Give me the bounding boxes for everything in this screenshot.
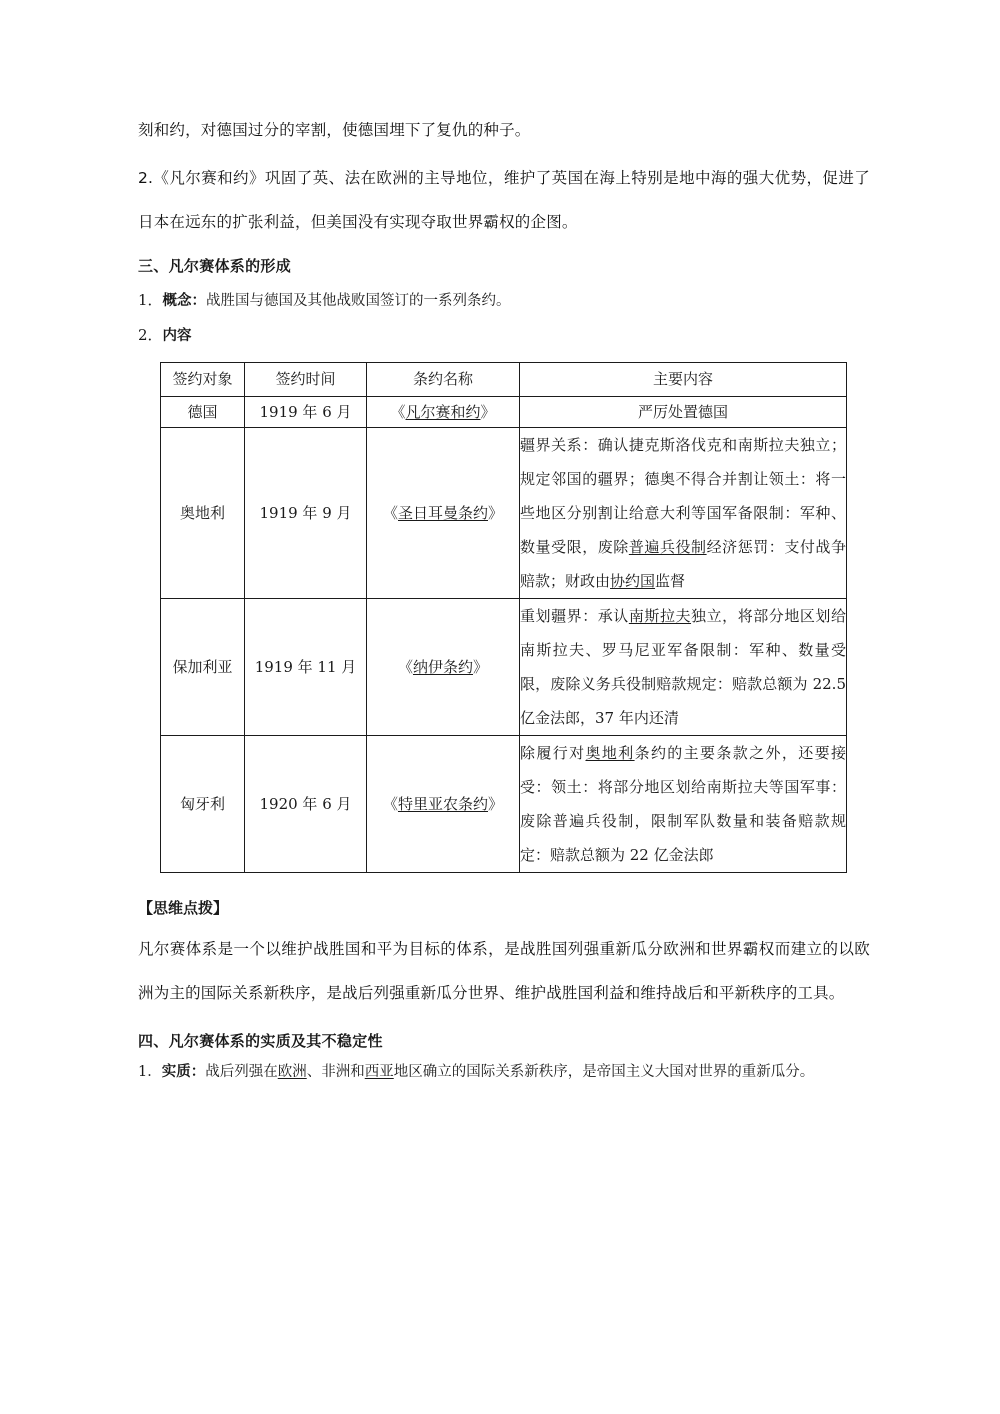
- treaty-name-underlined: 凡尔赛和约: [405, 403, 481, 421]
- text-run: 严厉处置德国: [637, 403, 728, 421]
- section-four: [138, 1025, 870, 1086]
- treaty-table-body: [161, 397, 847, 873]
- section-three-heading: 三、凡尔赛体系的形成: [138, 257, 292, 275]
- table-header-party: 签约对象: [161, 363, 245, 397]
- text-run: 地区确立的国际关系新秩序，是帝国主义大国对世界的重新瓜分。: [393, 1064, 815, 1080]
- table-header-main-content: 主要内容: [520, 363, 847, 397]
- bracket-close: 》: [488, 504, 504, 522]
- section-three-item-1-text: 战胜国与德国及其他战败国签订的一系列条约。: [206, 293, 511, 309]
- text-run: 、非洲和: [306, 1064, 365, 1080]
- bracket-open: 《: [397, 658, 413, 676]
- underlined-term: 奥地利: [585, 744, 635, 762]
- section-three-item-1-label: 概念: [162, 293, 192, 309]
- underlined-term: 南斯拉夫: [628, 607, 692, 625]
- bracket-close: 》: [488, 795, 504, 813]
- section-three-item-1: [138, 284, 870, 317]
- table-header-row: [161, 363, 847, 397]
- text-run: 监督: [655, 572, 686, 590]
- bracket-open: 《: [382, 795, 398, 813]
- underlined-term: 协约国: [610, 572, 656, 590]
- cell-treaty-name: [367, 599, 520, 736]
- text-run: 条约的主要条款之外，还要接受：领土：将部分地区划给南斯拉夫等国军事：废除普遍兵役制，限制军队数量和装备赔款规定：赔款总额为 22 亿金法郎: [520, 744, 846, 864]
- cell-party: 奥地利: [161, 428, 245, 599]
- section-four-item-1-separator: ：: [190, 1064, 206, 1080]
- cell-date: 1920 年 6 月: [245, 736, 367, 873]
- cell-party: 德国: [161, 397, 245, 428]
- paragraph-intro-2: 2.《凡尔赛和约》巩固了英、法在欧洲的主导地位，维护了英国在海上特别是地中海的强大优势，促进了日本在远东的扩张利益，但美国没有实现夺取世界霸权的企图。: [138, 169, 870, 231]
- section-four-item-1: [138, 1059, 870, 1086]
- table-header-treaty-name: 条约名称: [367, 363, 520, 397]
- cell-main-content: [520, 599, 847, 736]
- cell-date: 1919 年 11 月: [245, 599, 367, 736]
- paragraph-intro-1: 刻和约，对德国过分的宰割，使德国埋下了复仇的种子。: [138, 121, 531, 139]
- table-row: [161, 428, 847, 599]
- section-three-item-2: [138, 319, 870, 352]
- treaty-name-underlined: 纳伊条约: [412, 658, 473, 676]
- bracket-close: 》: [473, 658, 489, 676]
- text-run: 疆界关系：确认捷克斯洛伐克和南斯拉夫独立；规定邻国的疆界；德奥不得合并割让领土：将一些地区分别割让给意大利等国军备限制：军种、数量受限，废除: [520, 436, 846, 556]
- tip-body: 凡尔赛体系是一个以维护战胜国和平为目标的体系，是战胜国列强重新瓜分欧洲和世界霸权而建立的以欧洲为主的国际关系新秩序，是战后列强重新瓜分世界、维护战胜国利益和维持战后和平新秩序的工具。: [138, 940, 870, 1002]
- section-three-item-2-label: 内容: [162, 328, 192, 344]
- section-three-item-2-number: 2．: [138, 326, 163, 344]
- section-three-item-1-separator: ：: [191, 293, 207, 309]
- cell-party: 匈牙利: [161, 736, 245, 873]
- cell-date: 1919 年 9 月: [245, 428, 367, 599]
- section-four-item-1-text: [205, 1064, 814, 1080]
- underlined-term: 普遍兵役制: [628, 538, 707, 556]
- table-header-date: 签约时间: [245, 363, 367, 397]
- table-row: [161, 736, 847, 873]
- table-row: [161, 599, 847, 736]
- bracket-open: 《: [390, 403, 406, 421]
- cell-treaty-name: [367, 397, 520, 428]
- cell-date: 1919 年 6 月: [245, 397, 367, 428]
- section-four-item-1-label: 实质: [161, 1064, 191, 1080]
- cell-main-content: [520, 736, 847, 873]
- text-run: 战后列强在: [205, 1064, 278, 1080]
- treaty-name-underlined: 圣日耳曼条约: [397, 504, 488, 522]
- section-four-heading: 四、凡尔赛体系的实质及其不稳定性: [138, 1032, 383, 1050]
- text-run: 重划疆界：承认: [520, 607, 629, 625]
- text-run: 经济惩罚：支付战争赔款；财政由: [520, 538, 846, 590]
- cell-treaty-name: [367, 736, 520, 873]
- underlined-term: 西亚: [364, 1064, 394, 1080]
- table-row: [161, 397, 847, 428]
- cell-main-content: [520, 428, 847, 599]
- section-four-item-1-number: 1．: [138, 1064, 162, 1080]
- bracket-close: 》: [480, 403, 496, 421]
- treaty-table: [160, 362, 847, 873]
- text-run: 独立，将部分地区划给南斯拉夫、罗马尼亚军备限制：军种、数量受限，废除义务兵役制赔款规定：赔款总额为 22.5 亿金法郎，37 年内还清: [520, 607, 846, 727]
- cell-main-content: [520, 397, 847, 428]
- treaty-name-underlined: 特里亚农条约: [397, 795, 488, 813]
- bracket-open: 《: [382, 504, 398, 522]
- underlined-term: 欧洲: [277, 1064, 307, 1080]
- cell-party: 保加利亚: [161, 599, 245, 736]
- tip-title: 【思维点拨】: [138, 899, 229, 917]
- section-three-item-1-number: 1．: [138, 291, 163, 309]
- text-run: 除履行对: [520, 744, 586, 762]
- cell-treaty-name: [367, 428, 520, 599]
